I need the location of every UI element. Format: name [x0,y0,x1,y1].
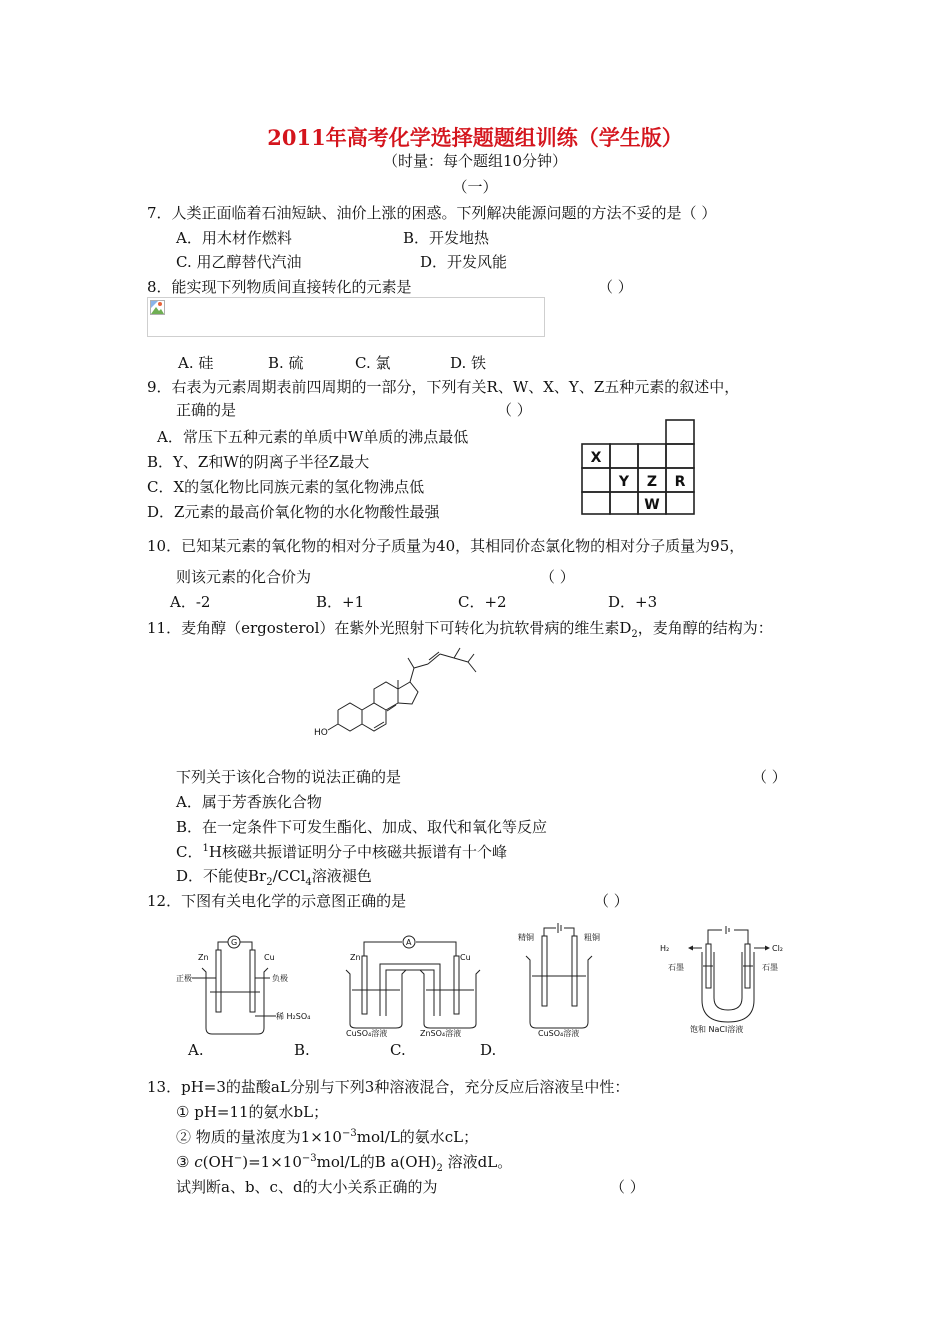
q9-stem-line1: 9．右表为元素周期表前四周期的一部分，下列有关R、W、X、Y、Z五种元素的叙述中， [147,378,740,396]
subtitle: （时量：每个题组10分钟） [382,152,568,170]
q9-option-d: D．Z元素的最高价氧化物的水化物酸性最强 [147,503,440,521]
q11-c-prefix: C． [176,843,203,861]
q13-i3-c: c [194,1153,203,1171]
fig-d-graphite-right: 石墨 [762,963,778,972]
q13-ask: 试判断a、b、c、d的大小关系正确的为 [176,1178,438,1196]
q11-lead: 下列关于该化合物的说法正确的是 [176,768,402,786]
q13-i3-sup2: −3 [301,1153,317,1164]
q11-option-c [176,841,507,862]
q12-stem: 12．下图有关电化学的示意图正确的是 [147,892,407,910]
broken-image-icon [150,300,165,315]
q11-d-mid: /CCl [272,867,306,885]
fig-d-nacl: 饱和 NaCl溶液 [690,1025,744,1034]
q10-answer-paren: （ ） [540,568,575,586]
q11-option-b: B．在一定条件下可发生酯化、加成、取代和氧化等反应 [176,818,548,836]
fig-a-positive: 正极 [176,974,192,983]
q8-option-c: C. 氯 [355,354,391,372]
q11-stem-sub: 2 [631,629,638,640]
fig-b-cuso4: CuSO₄溶液 [346,1029,388,1038]
q10-option-d: D．+3 [608,593,658,611]
q12-label-c: C. [390,1041,406,1059]
q8-answer-paren: （ ） [598,278,633,296]
cell-x: X [590,450,602,466]
section-heading: （一） [452,178,498,196]
ho-label: HO [314,728,328,738]
q9-option-c: C．X的氢化物比同族元素的氢化物沸点低 [147,478,425,496]
q10-option-c: C．+2 [458,593,507,611]
q11-c-text: H核磁共振谱证明分子中核磁共振谱有十个峰 [208,843,507,861]
q11-d-prefix: D．不能使Br [176,867,267,885]
fig-b-cu: Cu [460,953,471,962]
fig-a-g: G [231,938,238,947]
q8-option-d: D. 铁 [450,354,487,372]
fig-a-negative: 负极 [272,974,288,983]
q11-stem-end: ，麦角醇的结构为： [637,619,773,637]
fig-d-cl2: Cl₂ [772,944,784,953]
q13-i3-d: mol/L的B a(OH) [316,1153,437,1171]
q13-item-2 [176,1126,478,1147]
q10-stem-line1: 10．已知某元素的氧化物的相对分子质量为40，其相同价态氯化物的相对分子质量为95， [147,537,745,555]
fig-c-pure-copper: 精铜 [518,933,534,942]
q11-d-sub1: 2 [266,877,273,888]
q8-option-b: B. 硫 [268,354,304,372]
q11-d-text: 溶液褪色 [311,867,372,885]
q9-option-b: B．Y、Z和W的阴离子半径Z最大 [147,453,370,471]
figure-b-salt-bridge-cell [340,930,490,1038]
page-title: 2011年高考化学选择题题组训练（学生版） [267,125,683,150]
q7-option-b: B．开发地热 [403,229,490,247]
q11-c-sup: 1 [202,843,209,854]
q12-label-a: A. [188,1041,204,1059]
fig-c-crude-copper: 粗铜 [584,933,600,942]
figure-a-galvanic-cell [172,930,322,1038]
fig-b-znso4: ZnSO₄溶液 [420,1029,462,1038]
q7-option-d: D．开发风能 [420,253,508,271]
fig-a-zn: Zn [198,953,209,962]
fig-a-cu: Cu [264,953,275,962]
q13-stem: 13．pH=3的盐酸aL分别与下列3种溶液混合，充分反应后溶液呈中性： [147,1078,630,1096]
periodic-table-fragment [580,418,698,518]
q10-option-a: A．-2 [170,593,211,611]
q13-answer-paren: （ ） [610,1178,645,1196]
cell-r: R [674,474,686,490]
q13-i2-end: mol/L的氨水cL； [356,1128,479,1146]
q12-label-b: B. [294,1041,310,1059]
broken-image-placeholder [147,297,545,337]
q7-stem: 7．人类正面临着石油短缺、油价上涨的困惑。下列解决能源问题的方法不妥的是（ ） [147,204,717,222]
q11-option-a: A．属于芳香族化合物 [176,793,322,811]
q11-answer-paren: （ ） [752,768,787,786]
q9-option-a: A．常压下五种元素的单质中W单质的沸点最低 [157,428,469,446]
fig-a-acid: 稀 H₂SO₄ [276,1012,311,1021]
q10-option-b: B．+1 [316,593,365,611]
q10-stem-line2: 则该元素的化合价为 [176,568,312,586]
q13-item-3 [176,1151,512,1174]
q13-i2-sup: −3 [341,1128,357,1139]
q12-answer-paren: （ ） [594,892,629,910]
q11-stem [147,617,773,640]
q11-stem-text: 11．麦角醇（ergosterol）在紫外光照射下可转化为抗软骨病的维生素D [147,619,632,637]
q8-option-a: A. 硅 [178,354,214,372]
cell-y: Y [618,474,630,490]
cell-w: W [644,497,660,513]
q13-i3-a: (OH [202,1153,234,1171]
q13-i3-b: )=1×10 [242,1153,302,1171]
q11-option-d [176,865,372,888]
figure-d-u-tube-electrolysis [658,926,808,1036]
fig-b-ammeter: A [406,938,412,947]
fig-d-h2: H₂ [660,944,670,953]
cell-z: Z [646,474,658,490]
q7-option-c: C. 用乙醇替代汽油 [176,253,302,271]
fig-b-zn: Zn [350,953,361,962]
q12-label-d: D. [480,1041,497,1059]
q13-i3-sup1: − [233,1153,243,1164]
q9-stem-line2: 正确的是 [176,401,237,419]
q8-stem: 8．能实现下列物质间直接转化的元素是 [147,278,412,296]
figure-c-electrolysis-refining [516,922,616,1038]
fig-d-graphite-left: 石墨 [668,963,684,972]
q13-i3-e: 溶液dL。 [442,1153,513,1171]
ergosterol-structure [310,640,490,745]
q13-i3-num: ③ [176,1153,195,1171]
q13-i3-sub: 2 [436,1163,443,1174]
q7-option-a: A．用木材作燃料 [176,229,292,247]
q9-answer-paren: （ ） [497,401,532,419]
q11-d-sub2: 4 [305,877,312,888]
fig-c-cuso4: CuSO₄溶液 [538,1029,580,1038]
q13-i2-text: ② 物质的量浓度为1×10 [176,1128,342,1146]
q13-item-1: ① pH=11的氨水bL； [176,1103,329,1121]
